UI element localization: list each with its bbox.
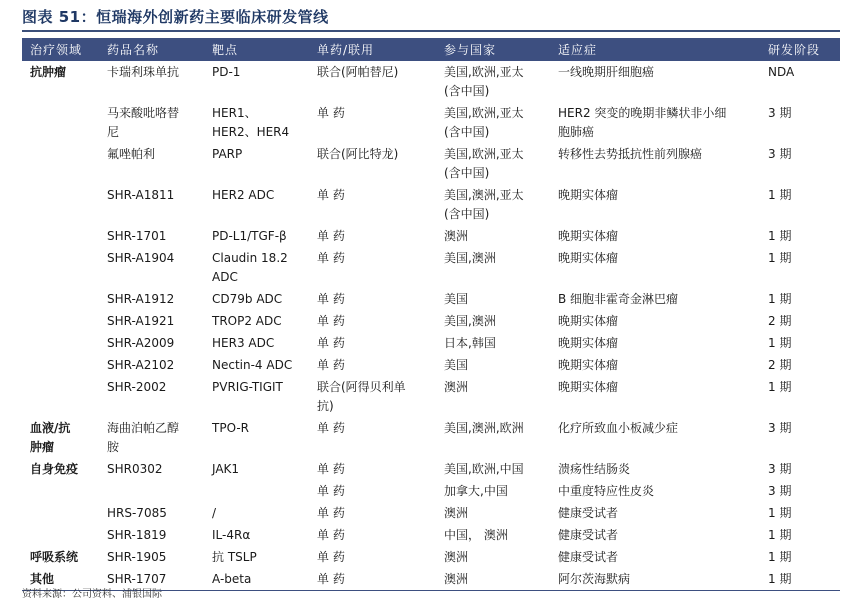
cell-mode: 单 药: [317, 106, 345, 120]
header-indication: 适应症: [550, 38, 760, 61]
table-row: [22, 102, 840, 143]
cell-indication: 化疗所致血小板减少症: [558, 421, 679, 435]
cell-area: [22, 143, 99, 184]
cell-stage: 1 期: [768, 251, 792, 265]
cell-countries: 澳洲: [436, 568, 550, 591]
table-row: [22, 524, 840, 546]
cell-area: 抗肿瘤: [30, 65, 67, 79]
cell-indication: 晚期实体瘤: [558, 251, 619, 265]
cell-drug: SHR-1701: [107, 229, 167, 243]
cell-area: [22, 332, 99, 354]
cell-target: HER3 ADC: [212, 336, 275, 350]
cell-countries: 美国: [444, 358, 469, 372]
cell-mode: 单 药: [317, 229, 345, 243]
cell-countries: 中国， 澳洲: [444, 528, 508, 542]
cell-mode: 单 药: [317, 462, 345, 476]
table-row: [22, 502, 840, 524]
cell-indication: 健康受试者: [558, 550, 619, 564]
cell-stage: 1 期: [768, 528, 792, 542]
cell-area: [22, 247, 99, 288]
cell-countries: 日本,韩国: [444, 336, 496, 350]
cell-mode: 单 药: [317, 251, 345, 265]
cell-stage: NDA: [768, 65, 795, 79]
cell-countries: 美国,澳洲: [444, 314, 496, 328]
table-row: [22, 247, 840, 288]
cell-area: 血液/抗 肿瘤: [30, 421, 71, 454]
cell-indication: 晚期实体瘤: [558, 314, 619, 328]
cell-target: TPO-R: [212, 421, 250, 435]
cell-drug: [99, 480, 204, 502]
table-row: [22, 480, 840, 502]
cell-countries: 美国,欧洲,亚太 (含中国): [444, 147, 524, 180]
cell-countries: 澳洲: [444, 550, 469, 564]
cell-mode: 联合(阿比特龙): [317, 147, 399, 161]
cell-indication: HER2 突变的晚期非鳞状非小细 胞肺癌: [558, 106, 727, 139]
cell-stage: 1 期: [768, 229, 792, 243]
cell-mode: 联合(阿得贝利单 抗): [317, 380, 406, 413]
cell-area: [22, 524, 99, 546]
cell-drug: SHR-A1904: [107, 251, 175, 265]
cell-target: Claudin 18.2 ADC: [212, 251, 288, 284]
cell-stage: 1 期: [768, 292, 792, 306]
cell-area: 自身免疫: [30, 462, 79, 476]
cell-drug: HRS-7085: [107, 506, 167, 520]
cell-mode: 单 药: [317, 550, 345, 564]
cell-mode: 单 药: [317, 314, 345, 328]
table-row: [22, 288, 840, 310]
table-row: [22, 143, 840, 184]
cell-mode: 单 药: [317, 336, 345, 350]
cell-indication: 晚期实体瘤: [558, 188, 619, 202]
cell-countries: 美国,澳洲: [444, 251, 496, 265]
cell-target: A-beta: [204, 568, 309, 591]
header-stage: 研发阶段: [760, 38, 840, 61]
cell-drug: SHR-A2009: [107, 336, 175, 350]
cell-countries: 美国,澳洲,欧洲: [444, 421, 524, 435]
cell-indication: 阿尔茨海默病: [550, 568, 760, 591]
cell-stage: 3 期: [768, 462, 792, 476]
header-area: 治疗领域: [22, 38, 99, 61]
table-row: [22, 354, 840, 376]
cell-stage: 1 期: [768, 550, 792, 564]
cell-drug: SHR-A1912: [107, 292, 175, 306]
cell-target: 抗 TSLP: [212, 550, 257, 564]
cell-drug: 马来酸吡咯替 尼: [107, 106, 180, 139]
cell-countries: 澳洲: [444, 229, 469, 243]
cell-indication: B 细胞非霍奇金淋巴瘤: [558, 292, 679, 306]
cell-indication: 健康受试者: [558, 506, 619, 520]
cell-drug: SHR-2002: [107, 380, 167, 394]
cell-stage: 3 期: [768, 106, 792, 120]
cell-indication: 转移性去势抵抗性前列腺癌: [558, 147, 703, 161]
cell-mode: 单 药: [317, 506, 345, 520]
cell-area: [22, 354, 99, 376]
cell-stage: 2 期: [768, 314, 792, 328]
cell-stage: 1 期: [768, 380, 792, 394]
cell-countries: 美国,欧洲,中国: [444, 462, 524, 476]
cell-target: /: [212, 506, 217, 520]
table-row: [22, 458, 840, 480]
cell-target: Nectin-4 ADC: [212, 358, 293, 372]
header-mode: 单药/联用: [309, 38, 436, 61]
table-row: [22, 184, 840, 225]
cell-stage: 3 期: [768, 484, 792, 498]
cell-stage: 2 期: [768, 358, 792, 372]
cell-countries: 美国: [444, 292, 469, 306]
cell-target: HER1、 HER2、HER4: [212, 106, 290, 139]
cell-stage: 1 期: [760, 568, 840, 591]
cell-indication: 晚期实体瘤: [558, 358, 619, 372]
cell-mode: 单 药: [317, 292, 345, 306]
cell-countries: 加拿大,中国: [444, 484, 508, 498]
cell-area: [22, 184, 99, 225]
table-row: [22, 310, 840, 332]
cell-target: CD79b ADC: [212, 292, 283, 306]
cell-target: PD-1: [212, 65, 241, 79]
cell-mode: 联合(阿帕替尼): [317, 65, 399, 79]
cell-mode: 单 药: [317, 484, 345, 498]
cell-target: IL-4Rα: [212, 528, 251, 542]
cell-target: PARP: [212, 147, 243, 161]
cell-indication: 一线晚期肝细胞癌: [558, 65, 655, 79]
cell-target: [204, 480, 309, 502]
cell-drug: SHR-1819: [107, 528, 167, 542]
cell-drug: SHR-A1811: [107, 188, 175, 202]
cell-indication: 中重度特应性皮炎: [558, 484, 655, 498]
cell-area: [22, 225, 99, 247]
cell-drug: SHR-1905: [107, 550, 167, 564]
cell-indication: 溃疡性结肠炎: [558, 462, 631, 476]
cell-mode: 单 药: [317, 421, 345, 435]
cell-target: PD-L1/TGF-β: [212, 229, 287, 243]
cell-indication: 晚期实体瘤: [558, 229, 619, 243]
table-row: [22, 417, 840, 458]
cell-area: [22, 288, 99, 310]
header-target: 靶点: [204, 38, 309, 61]
cell-area: [22, 480, 99, 502]
cell-area: [22, 502, 99, 524]
cell-area: 其他: [22, 568, 99, 591]
cell-mode: 单 药: [317, 528, 345, 542]
cell-drug: 氟唑帕利: [107, 147, 156, 161]
cell-mode: 单 药: [317, 188, 345, 202]
cell-indication: 晚期实体瘤: [558, 380, 619, 394]
cell-target: PVRIG-TIGIT: [212, 380, 283, 394]
cell-drug: SHR-1707: [99, 568, 204, 591]
cell-target: HER2 ADC: [212, 188, 275, 202]
title-divider: [22, 30, 840, 32]
table-row: [22, 376, 840, 417]
cell-drug: SHR0302: [107, 462, 163, 476]
cell-area: 呼吸系统: [30, 550, 79, 564]
cell-countries: 澳洲: [444, 506, 469, 520]
header-countries: 参与国家: [436, 38, 550, 61]
cell-target: TROP2 ADC: [212, 314, 282, 328]
table-row: [22, 61, 840, 102]
cell-drug: 卡瑞利珠单抗: [107, 65, 180, 79]
cell-area: [22, 376, 99, 417]
cell-stage: 1 期: [768, 336, 792, 350]
source-note: 资料来源：公司资料、浦银国际: [22, 589, 162, 600]
cell-mode: 单 药: [317, 358, 345, 372]
cell-stage: 1 期: [768, 506, 792, 520]
cell-stage: 1 期: [768, 188, 792, 202]
table-row: [22, 546, 840, 568]
cell-stage: 3 期: [768, 421, 792, 435]
cell-indication: 健康受试者: [558, 528, 619, 542]
table-header-row: [22, 38, 840, 61]
cell-countries: 美国,澳洲,亚太 (含中国): [444, 188, 524, 221]
cell-drug: SHR-A2102: [107, 358, 175, 372]
cell-mode: 单 药: [309, 568, 436, 591]
cell-countries: 美国,欧洲,亚太 (含中国): [444, 106, 524, 139]
cell-area: [22, 102, 99, 143]
figure-title: 图表 51：恒瑞海外创新药主要临床研发管线: [22, 8, 329, 26]
pipeline-table: [22, 38, 840, 591]
table-row: [22, 332, 840, 354]
cell-countries: 澳洲: [444, 380, 469, 394]
cell-area: [22, 310, 99, 332]
cell-target: JAK1: [212, 462, 240, 476]
table-row: [22, 225, 840, 247]
header-drug: 药品名称: [99, 38, 204, 61]
cell-countries: 美国,欧洲,亚太 (含中国): [444, 65, 524, 98]
cell-drug: SHR-A1921: [107, 314, 175, 328]
cell-drug: 海曲泊帕乙醇 胺: [107, 421, 180, 454]
cell-stage: 3 期: [768, 147, 792, 161]
cell-indication: 晚期实体瘤: [558, 336, 619, 350]
